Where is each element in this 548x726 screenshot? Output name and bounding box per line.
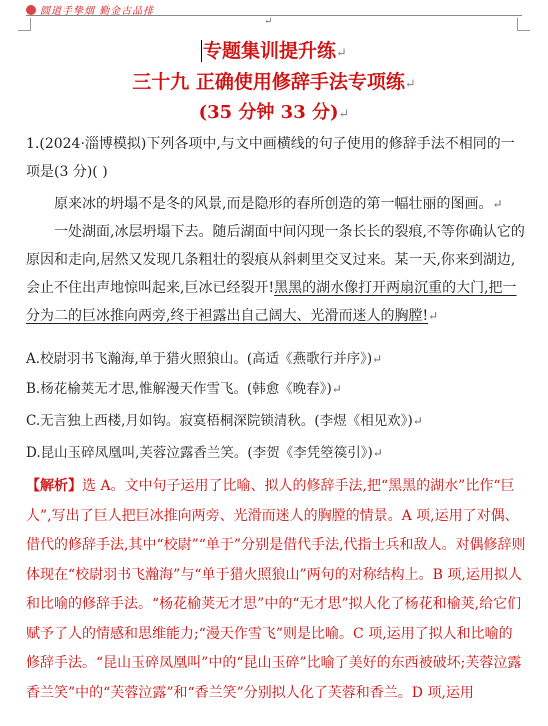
paragraph-mark: ↵ xyxy=(372,352,383,366)
title-line3: (35 分钟 33 分) xyxy=(198,102,339,123)
crop-mark-top-left xyxy=(18,18,31,31)
paragraph-mark: ↵ xyxy=(428,309,439,323)
option-b-text: B.杨花榆荚无才思,惟解漫天作雪飞。(韩愈《晚春》) xyxy=(26,381,332,397)
option-d-text: D.昆山玉碎凤凰叫,芙蓉泣露香兰笑。(李贺《李凭箜篌引》) xyxy=(26,445,373,461)
analysis-text: 选 A。文中句子运用了比喻、拟人的修辞手法,把“黑黑的湖水”比作“巨人”,写出了巨人把巨冰推向两旁、光滑而迷人的胸膛的情景。A 项,运用了对偶、借代的修辞手法,其中“校尉”“单于”分别是借代手法,代指士兵和敌人。对偶修辞则体现在“校尉羽书飞瀚海”与“单于猎火照狼山”两句的对称结构上。B 项,运用拟人和比喻的修辞手法。“杨花榆荚无才思”中的“无才思”拟人化了杨花和榆荚,给它们赋予了人的情感和思维能力;“漫天作雪飞”则是比喻。C 项,运用了拟人和比喻的修辞手法。“昆山玉碎凤凰叫”中的“昆山玉碎”比喻了美好的东西被破坏;芙蓉泣露香兰笑”中的“芙蓉泣露”和“香兰笑”分别拟人化了芙蓉和香兰。D 项,运用 xyxy=(26,478,526,701)
passage-paragraph-2 xyxy=(26,218,526,330)
paragraph-mark: ↵ xyxy=(331,382,342,396)
section-title xyxy=(0,67,548,94)
analysis-tag: 【解析】 xyxy=(26,478,82,494)
passage-paragraph-1 xyxy=(26,190,526,218)
paragraph-mark: ↵ xyxy=(404,77,416,92)
underlined-sentence: 黑黑的湖水像打开两扇沉重的大门,把一分为二的巨冰推向两旁,终于袒露出自己阔大、光滑而迷人的胸膛! xyxy=(26,280,517,324)
paragraph-mark: ↵ xyxy=(338,107,350,122)
option-c xyxy=(26,410,526,432)
option-a-text: A.校尉羽书飞瀚海,单于猎火照狼山。(高适《燕歌行并序》) xyxy=(26,351,373,367)
option-a xyxy=(26,348,526,370)
page-title xyxy=(0,36,548,63)
header-divider xyxy=(26,15,522,16)
paragraph-mark: ↵ xyxy=(412,414,423,428)
paragraph-mark: ↵ xyxy=(372,446,383,460)
option-c-text: C.无言独上西楼,月如钩。寂寞梧桐深院锁清秋。(李煜《相见欢》) xyxy=(26,413,413,429)
paragraph-mark: ↵ xyxy=(492,197,503,211)
passage-p1-text: 原来冰的坍塌不是冬的风景,而是隐形的春所创造的第一幅壮丽的图画。 xyxy=(54,196,493,212)
passage-p2-text: 一处湖面,冰层坍塌下去。随后湖面中间闪现一条长长的裂痕,不等你确认它的原因和走向,居然又发现几条粗壮的裂痕从斜刺里交叉过来。某一天,你来到湖边,会止不住出声地惊叫起来,巨冰已经裂开! xyxy=(26,224,525,296)
logo-text: 圆道手挚烟 勤金古品排 xyxy=(40,6,155,17)
text-cursor xyxy=(201,40,202,62)
crop-mark-top-right xyxy=(517,18,530,31)
top-paragraph-mark: ↵ xyxy=(264,16,273,27)
title-line2: 三十九 正确使用修辞手法专项练 xyxy=(132,71,405,93)
paragraph-mark: ↵ xyxy=(336,46,347,61)
question-stem: 1.(2024·淄博模拟)下列各项中,与文中画横线的句子使用的修辞手法不相同的一项是(3 分)( ) xyxy=(26,136,515,180)
option-b xyxy=(26,378,526,400)
option-d xyxy=(26,442,526,464)
logo-stamp-icon xyxy=(26,5,36,15)
title-line1: 专题集训提升练 xyxy=(203,40,337,62)
analysis-block xyxy=(26,472,526,708)
time-score xyxy=(0,98,548,124)
